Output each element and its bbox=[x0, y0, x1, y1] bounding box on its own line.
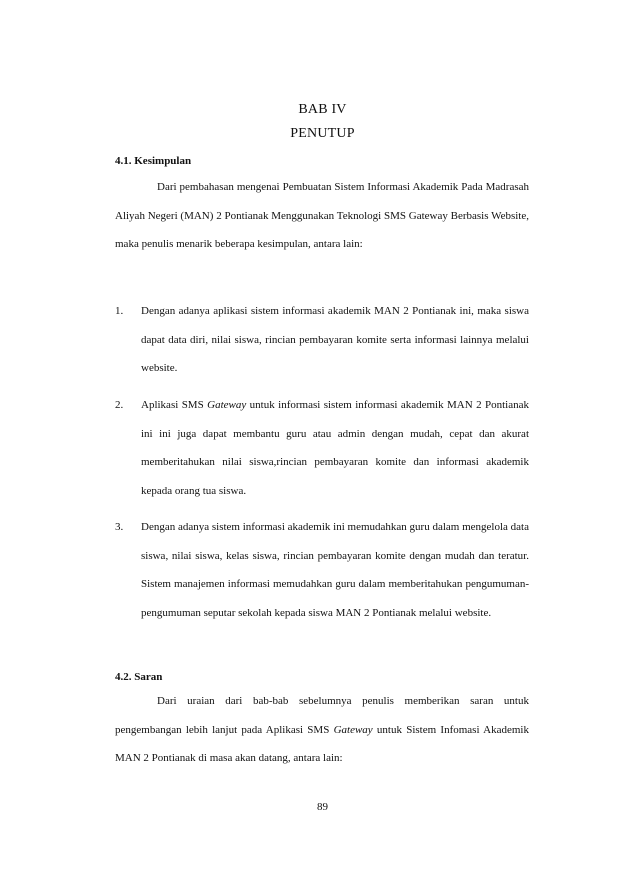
chapter-title: PENUTUP bbox=[290, 126, 355, 141]
list-text: Dengan adanya aplikasi sistem informasi akademik MAN 2 Pontianak ini, maka siswa dapat data diri, nilai siswa, rincian pembayaran komite serta informasi lainnya melalui website. bbox=[141, 305, 529, 374]
suggestion-intro-start: Dari uraian dari bab-bab sebelumnya penulis memberikan saran untuk pengembangan lebih lanjut pada Aplikasi SMS bbox=[115, 695, 529, 736]
conclusion-item-1 bbox=[115, 297, 529, 383]
list-number: 1. bbox=[115, 305, 124, 317]
conclusion-intro-paragraph bbox=[115, 173, 529, 259]
list-text: Dengan adanya sistem informasi akademik ini memudahkan guru dalam mengelola data siswa, nilai siswa, kelas siswa, rincian pembayaran komite dengan mudah dan teratur. Sistem manajemen informasi memudahkan guru dalam memberitahukan pengumuman-pengumuman seputar sekolah kepada siswa MAN 2 Pontianak melalui website. bbox=[141, 521, 529, 619]
page-number: 89 bbox=[317, 801, 328, 813]
list-text bbox=[141, 391, 529, 505]
section-heading-conclusion: 4.1. Kesimpulan bbox=[115, 155, 192, 167]
conclusion-item-2 bbox=[115, 391, 529, 505]
list-text-end: untuk informasi sistem informasi akademik MAN 2 Pontianak ini ini juga dapat membantu guru atau admin dengan mudah, cepat dan akurat memberitahukan nilai siswa,rincian pembayaran komite dan informasi akademik kepada orang tua siswa. bbox=[141, 399, 530, 497]
conclusion-item-3 bbox=[115, 513, 529, 627]
suggestion-intro-paragraph bbox=[115, 687, 529, 773]
list-number: 2. bbox=[115, 399, 124, 411]
suggestion-intro-end: untuk Sistem Infomasi Akademik MAN 2 Pontianak di masa akan datang, antara lain: bbox=[115, 723, 529, 764]
list-text-start: Aplikasi SMS bbox=[141, 399, 208, 411]
section-heading-suggestion: 4.2. Saran bbox=[115, 671, 163, 683]
conclusion-intro-text: Dari pembahasan mengenai Pembuatan Sistem Informasi Akademik Pada Madrasah Aliyah Negeri (MAN) 2 Pontianak Menggunakan Teknologi SMS Gateway Berbasis Website, maka penulis menarik beberapa kesimpulan, antara lain: bbox=[115, 181, 529, 250]
list-number: 3. bbox=[115, 521, 124, 533]
suggestion-intro-italic: Gateway bbox=[333, 723, 373, 736]
list-text-italic: Gateway bbox=[207, 399, 247, 411]
chapter-label: BAB IV bbox=[298, 102, 347, 117]
